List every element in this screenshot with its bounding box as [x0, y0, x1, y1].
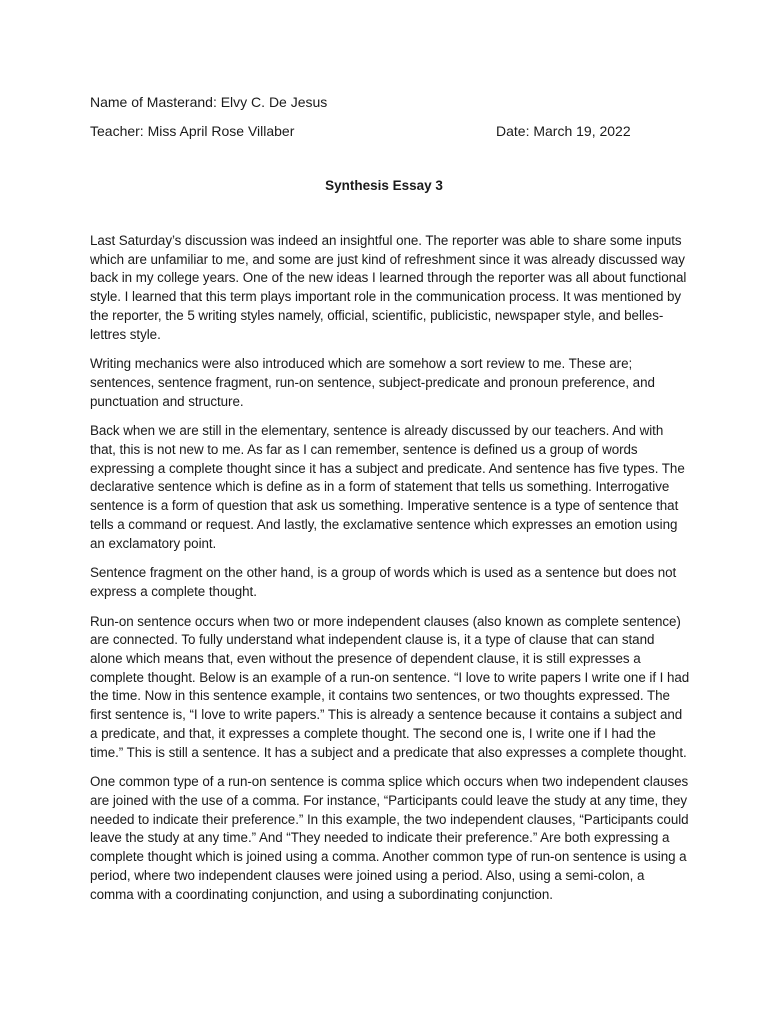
essay-body — [90, 232, 690, 915]
paragraph: One common type of a run-on sentence is comma splice which occurs when two independent clauses are joined with the use of a comma. For instance, “Participants could leave the study at any time, they needed to indicate their preference.” In this example, the two independent clauses, “Participants could leave the study at any time.” And “They needed to indicate their preference.” Are both expressing a complete thought which is joined using a comma. Another common type of run-on sentence is using a period, where two independent clauses were joined using a period. Also, using a semi-colon, a comma with a coordinating conjunction, and using a subordinating conjunction. — [90, 774, 689, 902]
essay-title: Synthesis Essay 3 — [325, 178, 443, 193]
date-line: Date: March 19, 2022 — [496, 123, 631, 139]
teacher-line: Teacher: Miss April Rose Villaber — [90, 123, 295, 139]
paragraph: Last Saturday’s discussion was indeed an insightful one. The reporter was able to share some inputs which are unfamiliar to me, and some are just kind of refreshment since it was already discussed way back in my college years. One of the new ideas I learned through the reporter was all about functional style. I learned that this term plays important role in the communication process. It was mentioned by the reporter, the 5 writing styles namely, official, scientific, publicistic, newspaper style, and belles-lettres style. — [90, 233, 687, 342]
paragraph: Sentence fragment on the other hand, is a group of words which is used as a sentence but does not express a complete thought. — [90, 565, 677, 599]
masterand-name-line: Name of Masterand: Elvy C. De Jesus — [90, 94, 328, 110]
paragraph: Run-on sentence occurs when two or more independent clauses (also known as complete sentence) are connected. To fully understand what independent clause is, it a type of clause that can stand alone which means that, even without the presence of dependent clause, it is still expresses a complete thought. Below is an example of a run-on sentence. “I love to write papers I write one if I had the time. Now in this sentence example, it contains two sentences, or two thoughts expressed. The first sentence is, “I love to write papers.” This is already a sentence because it contains a subject and a predicate, and that, it expresses a complete thought. The second one is, I write one if I had the time.” This is still a sentence. It has a subject and a predicate that also expresses a complete thought. — [90, 613, 690, 760]
paragraph: Writing mechanics were also introduced which are somehow a sort review to me. These are; sentences, sentence fragment, run-on sentence, subject-predicate and pronoun preference, and punctuation and structure. — [90, 356, 655, 409]
paragraph: Back when we are still in the elementary, sentence is already discussed by our teachers. And with that, this is not new to me. As far as I can remember, sentence is defined us a group of words expressing a complete thought since it has a subject and predicate. And sentence has five types. The declarative sentence which is define as in a form of statement that tells us something. Interrogative sentence is a form of question that ask us something. Imperative sentence is a type of sentence that tells a command or request. And lastly, the exclamative sentence which expresses an emotion using an exclamatory point. — [90, 423, 685, 551]
